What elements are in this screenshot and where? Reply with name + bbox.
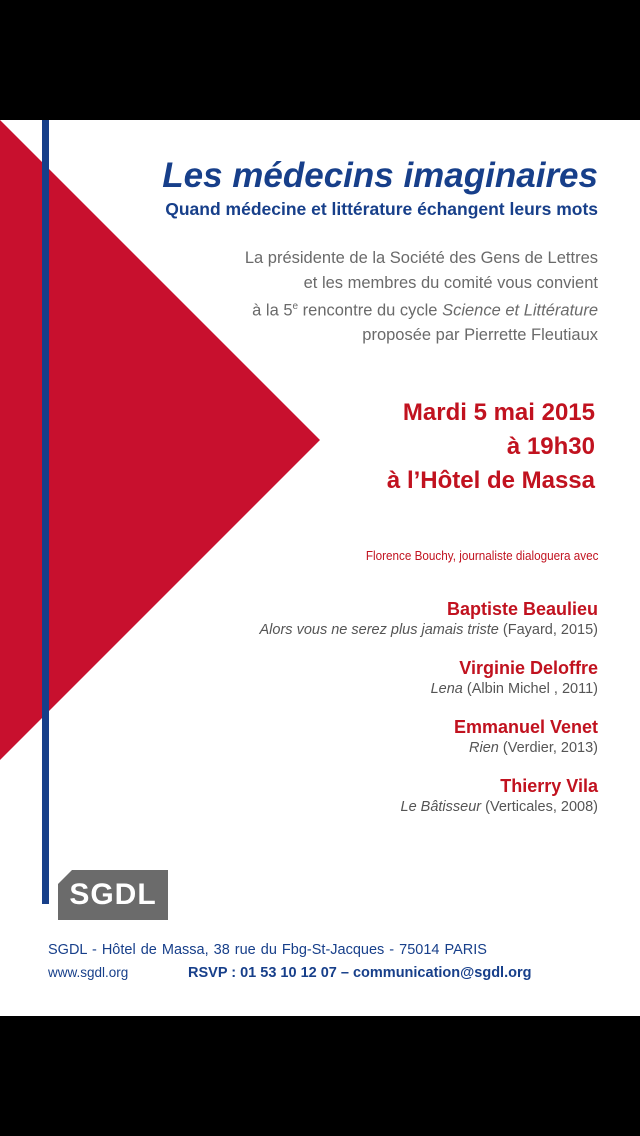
author-book: Rien (Verdier, 2013) bbox=[469, 740, 598, 756]
sgdl-logo bbox=[58, 870, 168, 920]
footer-address: SGDL - Hôtel de Massa, 38 rue du Fbg-St-Jacques - 75014 PARIS bbox=[48, 942, 487, 958]
intro-line-2: et les membres du comité vous convient bbox=[303, 273, 598, 292]
author-item bbox=[260, 716, 598, 775]
author-name: Virginie Deloffre bbox=[459, 658, 598, 678]
footer-rsvp: RSVP : 01 53 10 12 07 – communication@sgdl.org bbox=[188, 965, 532, 981]
author-book: Alors vous ne serez plus jamais triste (Fayard, 2015) bbox=[259, 622, 598, 638]
event-time: à 19h30 bbox=[506, 433, 595, 460]
author-name: Thierry Vila bbox=[500, 776, 598, 796]
event-datetime bbox=[387, 396, 595, 498]
author-book: Lena (Albin Michel , 2011) bbox=[430, 681, 598, 697]
author-name: Baptiste Beaulieu bbox=[446, 599, 598, 619]
author-item bbox=[260, 775, 598, 834]
invitation-text bbox=[158, 246, 598, 348]
blue-vertical-bar bbox=[42, 120, 49, 904]
event-date: Mardi 5 mai 2015 bbox=[402, 399, 595, 426]
intro-line-3: à la 5e rencontre du cycle Science et Littérature bbox=[252, 301, 598, 320]
event-venue: à l’Hôtel de Massa bbox=[386, 467, 595, 494]
author-book: Le Bâtisseur (Verticales, 2008) bbox=[400, 799, 598, 815]
event-title: Les médecins imaginaires bbox=[162, 156, 598, 195]
event-subtitle: Quand médecine et littérature échangent leurs mots bbox=[165, 199, 598, 219]
author-name: Emmanuel Venet bbox=[453, 717, 598, 737]
intro-line-1: La présidente de la Société des Gens de Lettres bbox=[244, 249, 598, 267]
sgdl-logo-text: SGDL bbox=[69, 878, 157, 911]
moderator-text: Florence Bouchy, journaliste dialoguera avec bbox=[365, 548, 598, 563]
author-item bbox=[260, 657, 598, 716]
author-list bbox=[260, 598, 598, 834]
footer-website-link[interactable]: www.sgdl.org bbox=[48, 965, 129, 980]
invitation-poster bbox=[0, 120, 640, 1016]
author-item bbox=[260, 598, 598, 657]
intro-line-4: proposée par Pierrette Fleutiaux bbox=[362, 326, 598, 344]
